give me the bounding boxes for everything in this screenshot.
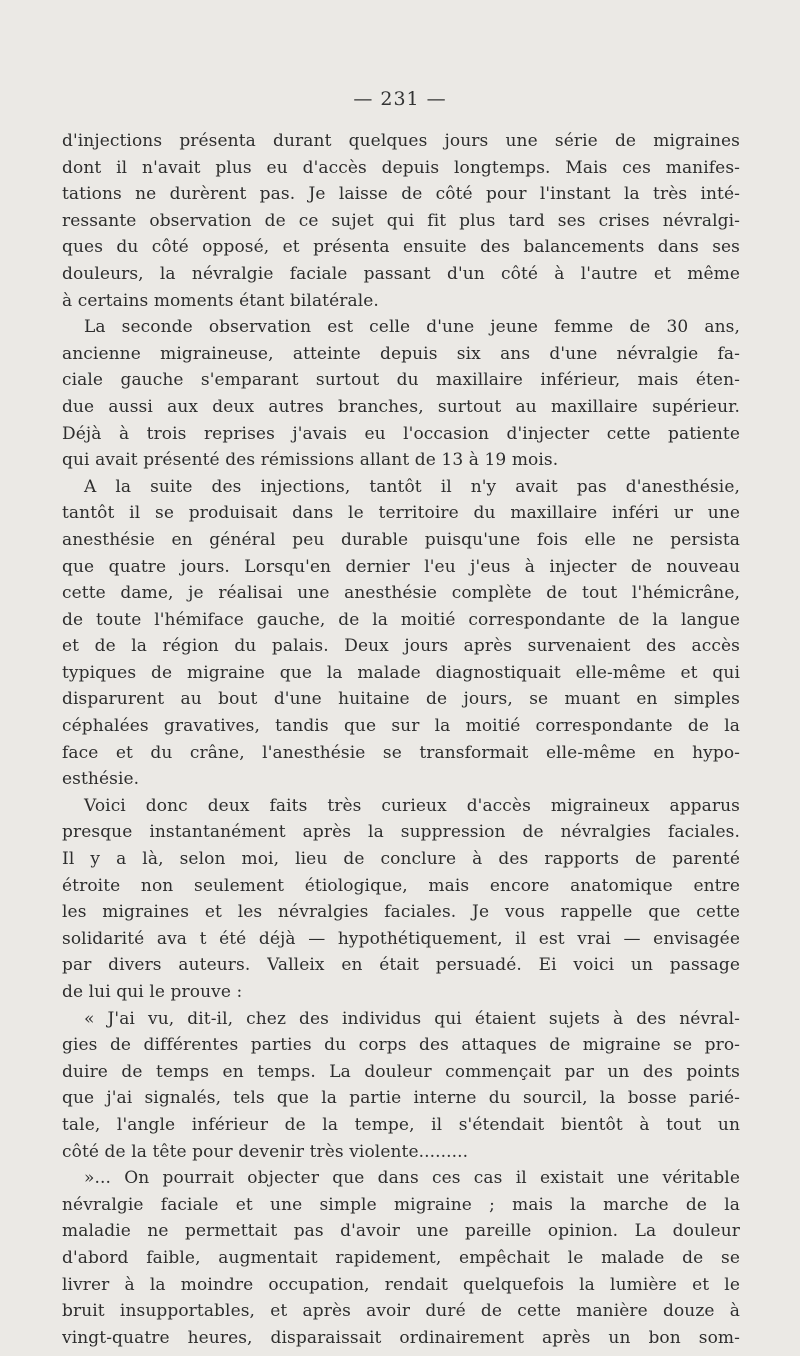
text-line: ressante observation de ce sujet qui fit plus tard ses crises névralgi- [62, 210, 740, 231]
text-line: maladie ne permettait pas d'avoir une pareille opinion. La douleur [62, 1221, 740, 1242]
text-line: que j'ai signalés, tels que la partie interne du sourcil, la bosse parié- [62, 1088, 740, 1109]
text-line: bruit insupportables, et après avoir duré de cette manière douze à [62, 1301, 740, 1322]
text-line: tations ne durèrent pas. Je laisse de côté pour l'instant la très inté- [62, 184, 740, 205]
text-line: gies de différentes parties du corps des attaques de migraine se pro- [62, 1035, 740, 1056]
text-line: tantôt il se produisait dans le territoire du maxillaire inféri ur une [62, 503, 740, 524]
page-number: — 231 — [353, 88, 447, 110]
text-line: à certains moments étant bilatérale. [62, 290, 379, 311]
text-line: Voici donc deux faits très curieux d'accès migraineux apparus [84, 795, 740, 816]
text-line: douleurs, la névralgie faciale passant d'un côté à l'autre et même [62, 263, 740, 284]
text-line: ciale gauche s'emparant surtout du maxillaire inférieur, mais éten- [62, 370, 740, 391]
text-line: esthésie. [62, 769, 140, 790]
text-line: cette dame, je réalisai une anesthésie complète de tout l'hémicrâne, [62, 583, 740, 604]
text-line: céphalées gravatives, tandis que sur la moitié correspondante de la [62, 716, 740, 737]
text-line: tale, l'angle inférieur de la tempe, il s'étendait bientôt à tout un [62, 1114, 740, 1135]
text-line: par divers auteurs. Valleix en était persuadé. Ei voici un passage [62, 955, 740, 976]
text-line: Il y a là, selon moi, lieu de conclure à des rapports de parenté [62, 849, 740, 870]
text-line: La seconde observation est celle d'une jeune femme de 30 ans, [84, 317, 740, 338]
text-line: « J'ai vu, dit-il, chez des individus qui étaient sujets à des névral- [84, 1008, 740, 1029]
text-line: typiques de migraine que la malade diagnostiquait elle-même et qui [62, 662, 740, 683]
text-line: »... On pourrait objecter que dans ces cas il existait une véritable [84, 1168, 740, 1189]
text-line: que quatre jours. Lorsqu'en dernier l'eu j'eus à injecter de nouveau [62, 556, 740, 577]
text-line: livrer à la moindre occupation, rendait quelquefois la lumière et le [62, 1274, 740, 1295]
text-line: de lui qui le prouve : [62, 982, 243, 1002]
text-line: ancienne migraineuse, atteinte depuis six ans d'une névralgie fa- [62, 343, 740, 364]
body-text [62, 128, 740, 1351]
text-line: due aussi aux deux autres branches, surtout au maxillaire supérieur. [62, 396, 740, 417]
text-line: de toute l'hémiface gauche, de la moitié correspondante de la langue [62, 609, 740, 630]
text-line: solidarité ava t été déjà — hypothétiquement, il est vrai — envisagée [62, 928, 740, 949]
text-line: d'abord faible, augmentait rapidement, empêchait le malade de se [62, 1247, 740, 1268]
text-line: les migraines et les névralgies faciales. Je vous rappelle que cette [62, 902, 740, 923]
text-line: dont il n'avait plus eu d'accès depuis longtemps. Mais ces manifes- [62, 157, 740, 178]
text-line: A la suite des injections, tantôt il n'y avait pas d'anesthésie, [84, 476, 740, 497]
text-line: côté de la tête pour devenir très violente......... [62, 1141, 469, 1162]
text-line: d'injections présenta durant quelques jours une série de migraines [62, 131, 740, 151]
text-line: presque instantanément après la suppression de névralgies faciales. [62, 822, 740, 843]
text-line: face et du crâne, l'anesthésie se transformait elle-même en hypo- [62, 742, 740, 763]
text-line: et de la région du palais. Deux jours après survenaient des accès [62, 636, 740, 657]
text-line: duire de temps en temps. La douleur commençait par un des points [62, 1061, 740, 1082]
text-line: étroite non seulement étiologique, mais encore anatomique entre [62, 875, 740, 896]
text-line: anesthésie en général peu durable puisqu'une fois elle ne persista [62, 529, 740, 550]
text-line: Déjà à trois reprises j'avais eu l'occasion d'injecter cette patiente [62, 423, 740, 444]
text-line: vingt-quatre heures, disparaissait ordinairement après un bon som- [62, 1327, 740, 1348]
text-line: disparurent au bout d'une huitaine de jours, se muant en simples [62, 689, 740, 710]
text-line: névralgie faciale et une simple migraine ; mais la marche de la [62, 1194, 740, 1215]
text-line: ques du côté opposé, et présenta ensuite des balancements dans ses [62, 237, 740, 258]
text-line: qui avait présenté des rémissions allant de 13 à 19 mois. [62, 450, 559, 471]
